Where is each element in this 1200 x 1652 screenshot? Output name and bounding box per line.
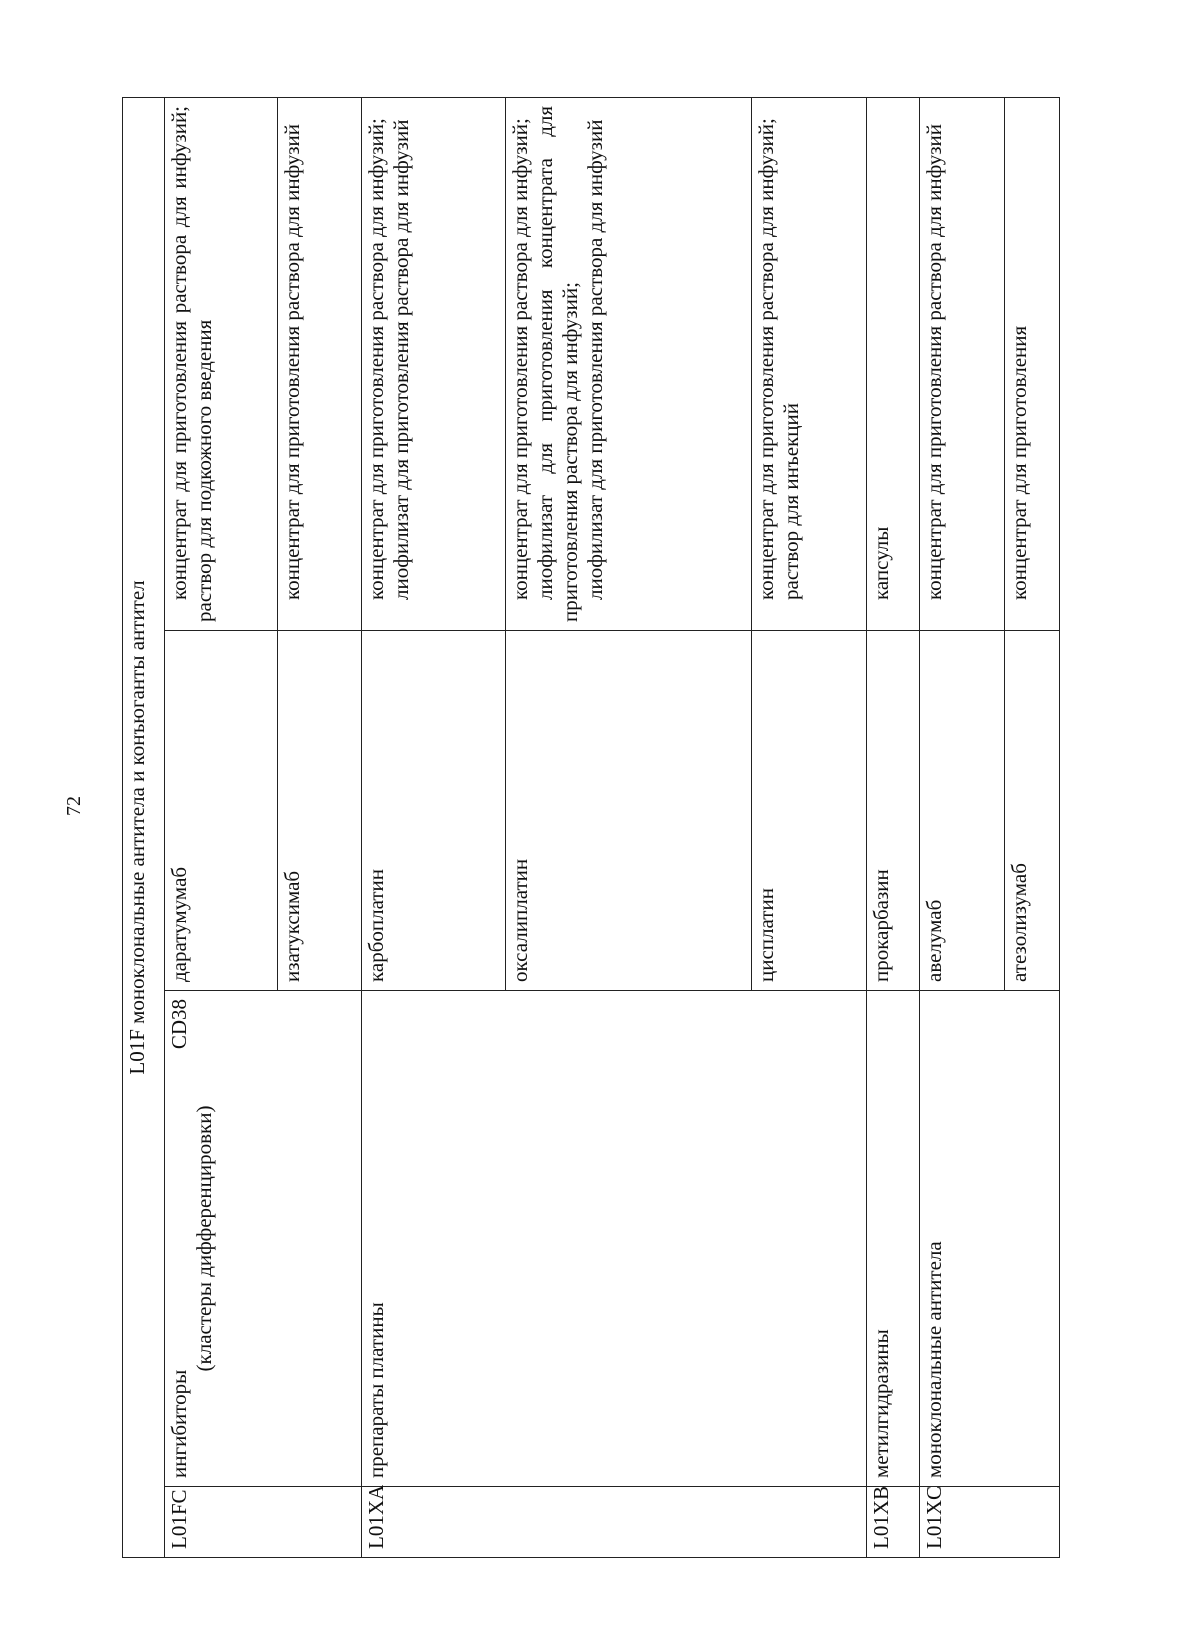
drug-name: оксалиплатин	[505, 631, 751, 991]
dosage-form: концентрат для приготовления раствора для инфузий; раствор для подкожного введения	[167, 105, 217, 622]
page-number: 72	[63, 796, 85, 816]
dosage-forms	[165, 97, 278, 630]
table-row	[920, 97, 1004, 1557]
dosage-form: лиофилизат для приготовления раствора для инфузий	[389, 119, 414, 600]
drug-name: изатуксимаб	[277, 631, 361, 991]
dosage-forms	[752, 97, 867, 630]
dosage-form: концентрат для приготовления	[1006, 325, 1031, 600]
dosage-form: концентрат для приготовления раствора для инфузий	[279, 124, 304, 600]
dosage-forms	[920, 97, 1004, 630]
table-row	[867, 97, 920, 1557]
dosage-forms	[867, 97, 920, 630]
drug-name: даратумумаб	[165, 631, 278, 991]
table-row	[165, 97, 278, 1557]
dosage-form: концентрат для приготовления раствора для инфузий;	[507, 118, 532, 600]
table-row	[362, 97, 506, 1557]
pharm-group: препараты платины	[362, 991, 867, 1487]
pharm-group: метилгидразины	[867, 991, 920, 1487]
drug-table	[122, 97, 1060, 1558]
dosage-form: лиофилизат для приготовления раствора для инфузий	[583, 119, 608, 600]
drug-name: авелумаб	[920, 631, 1004, 991]
dosage-form: лиофилизат для приготовления концентрата для приготовления раствора для инфузий;	[532, 105, 583, 622]
group-header: L01F моноклональные антитела и конъюганты антител	[123, 97, 165, 1557]
pharm-group: моноклональные антитела	[920, 991, 1060, 1487]
dosage-form: капсулы	[869, 526, 893, 600]
pharm-group	[165, 991, 362, 1487]
atc-code: L01XA	[362, 1487, 867, 1558]
drug-name: прокарбазин	[867, 631, 920, 991]
dosage-forms	[1004, 97, 1060, 630]
atc-code: L01XC	[920, 1487, 1060, 1558]
dosage-form: концентрат для приготовления раствора для инфузий;	[754, 118, 779, 600]
dosage-form: концентрат для приготовления раствора для инфузий	[922, 124, 947, 600]
atc-code: L01XB	[867, 1487, 920, 1558]
rotated-table-container	[122, 98, 1060, 1558]
group-header-row	[123, 97, 165, 1557]
dosage-forms	[277, 97, 361, 630]
dosage-forms	[362, 97, 506, 630]
atc-code: L01FC	[165, 1487, 362, 1558]
drug-name: карбоплатин	[362, 631, 506, 991]
pharm-group-line: (кластеры дифференцировки)	[192, 1105, 217, 1372]
dosage-forms	[505, 97, 751, 630]
dosage-form: концентрат для приготовления раствора для инфузий;	[364, 118, 389, 600]
dosage-form: раствор для инъекций	[779, 403, 804, 600]
drug-name: атезолизумаб	[1004, 631, 1060, 991]
drug-name: цисплатин	[752, 631, 867, 991]
pharm-group-line: ингибиторы CD38	[167, 999, 192, 1478]
